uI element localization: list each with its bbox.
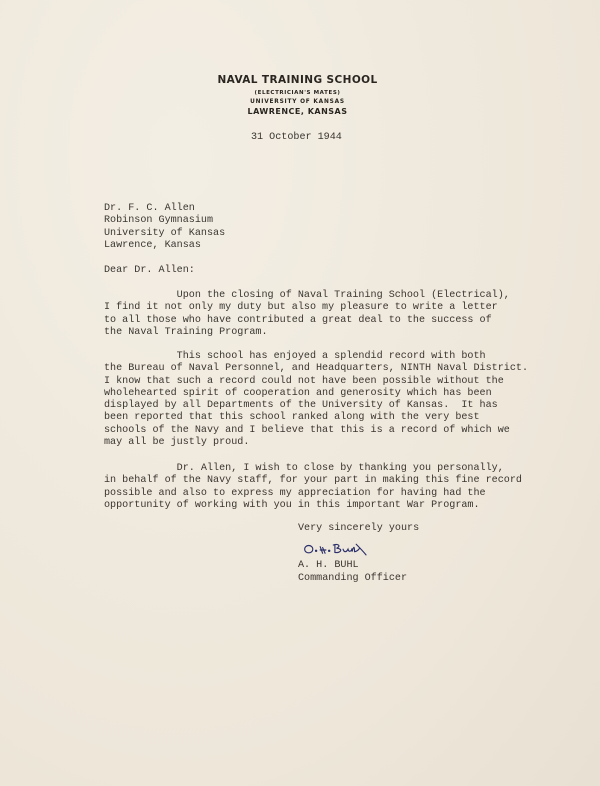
address-line: Robinson Gymnasium xyxy=(104,215,214,227)
text-line: opportunity of working with you in this important War Program. xyxy=(104,499,480,511)
text-line: schools of the Navy and I believe that this is a record of which we xyxy=(104,424,510,436)
paragraph-3 xyxy=(104,463,522,512)
letterhead-subtitle: (ELECTRICIAN'S MATES) xyxy=(254,90,341,96)
text-line: wholehearted spirit of cooperation and generosity which has been xyxy=(104,387,492,399)
address-line: University of Kansas xyxy=(104,227,226,239)
recipient-address xyxy=(104,203,225,252)
text-line: may all be justly proud. xyxy=(104,436,250,448)
paragraph-2 xyxy=(104,351,528,449)
text-line: the Naval Training Program. xyxy=(104,326,268,338)
text-line: This school has enjoyed a splendid record with both xyxy=(104,351,486,362)
signer-name: A. H. BUHL xyxy=(298,560,359,571)
closing: Very sincerely yours xyxy=(298,523,420,534)
text-line: I know that such a record could not have been possible without the xyxy=(104,375,504,387)
text-line: the Bureau of Naval Personnel, and Headquarters, NINTH Naval District. xyxy=(104,363,529,375)
letterhead-location: LAWRENCE, KANSAS xyxy=(247,107,348,116)
text-line: been reported that this school ranked along with the very best xyxy=(104,412,480,424)
letter-date: 31 October 1944 xyxy=(251,132,342,143)
text-line: possible and also to express my appreciation for having had the xyxy=(104,487,486,499)
text-line: displayed by all Departments of the University of Kansas. It has xyxy=(104,400,498,411)
handwritten-signature xyxy=(294,541,384,559)
paragraph-1 xyxy=(104,290,510,339)
letterhead-university: UNIVERSITY OF KANSAS xyxy=(250,99,345,105)
salutation: Dear Dr. Allen: xyxy=(104,265,195,276)
signer-title: Commanding Officer xyxy=(298,573,408,584)
text-line: in behalf of the Navy staff, for your part in making this fine record xyxy=(104,475,522,487)
address-line: Lawrence, Kansas xyxy=(104,239,201,251)
address-line: Dr. F. C. Allen xyxy=(104,203,195,214)
text-line: Dr. Allen, I wish to close by thanking you personally, xyxy=(104,463,504,474)
letterhead-name: NAVAL TRAINING SCHOOL xyxy=(217,74,378,86)
text-line: I find it not only my duty but also my pleasure to write a letter xyxy=(104,302,498,314)
text-line: to all those who have contributed a great deal to the success of xyxy=(104,314,492,326)
text-line: Upon the closing of Naval Training School (Electrical), xyxy=(104,290,510,301)
